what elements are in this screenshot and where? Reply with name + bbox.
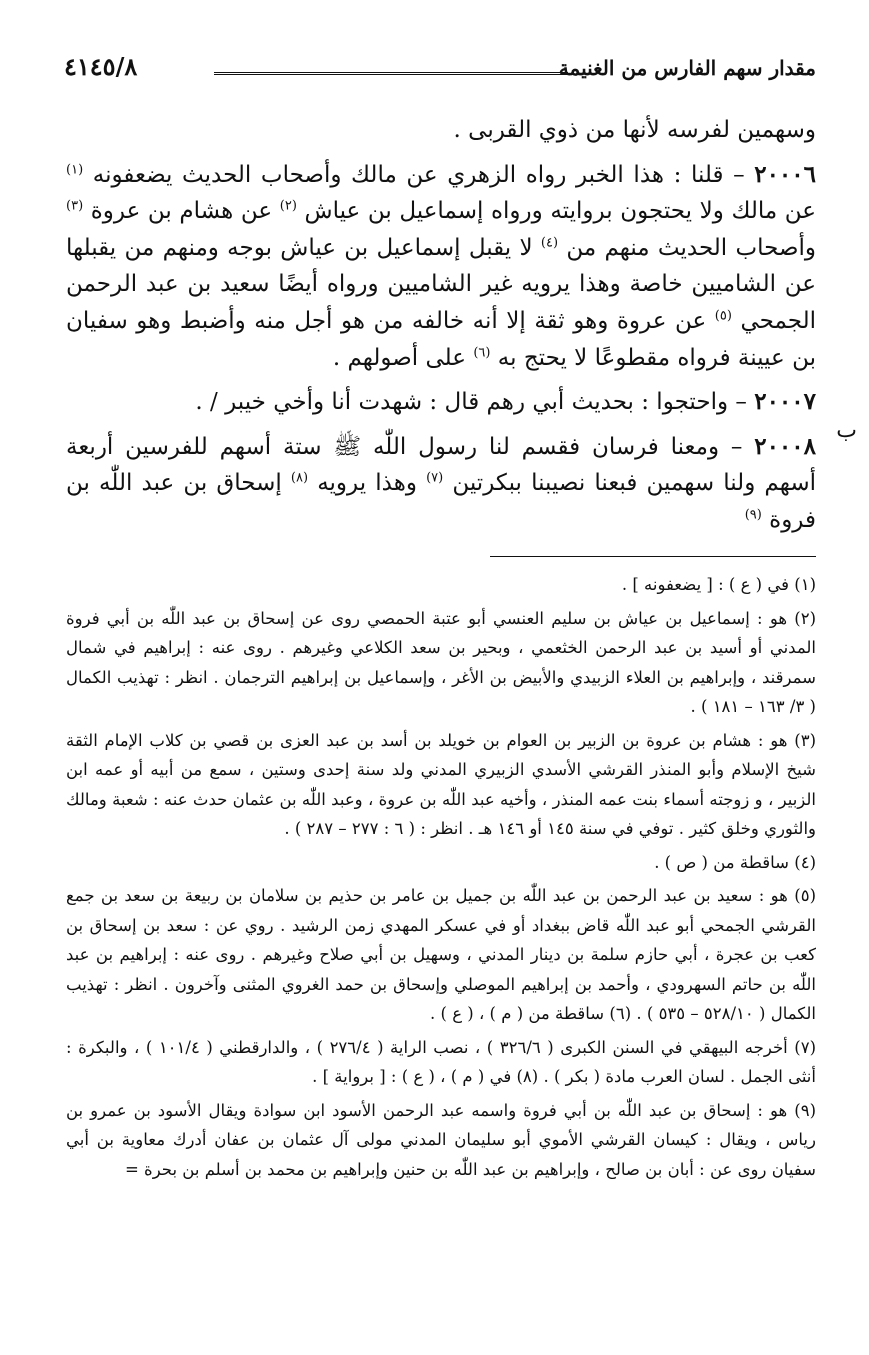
paragraph-intro — [66, 112, 816, 149]
entry-number: ٢٠٠٠٨ — [754, 432, 816, 460]
header-rule — [214, 72, 568, 78]
paragraph-text: عن هشام بن عروة — [83, 198, 280, 225]
footnote-7: (٧) أخرجه البيهقي في السنن الكبرى ( ٣٢٦/٦ ) ، نصب الراية ( ٢٧٦/٤ ) ، والدارقطني ( ١٠١/٤ ) ، والبكرة : أنثى الجمل . لسان العرب مادة ( بكر ) . (٨) في ( م ) ، ( ع ) : [ برواية ] . — [66, 1037, 816, 1086]
paragraph-text: – ومعنا فرسان فقسم لنا رسول اللّٰه ﷺ ستة أسهم للفرسين أربعة أسهم ولنا سهمين فبعنا نصيبنا ببكرتين — [66, 433, 816, 497]
footnote-ref[interactable]: (٦) — [473, 344, 491, 360]
footnote-ref[interactable]: (٧) — [426, 470, 444, 486]
page-number: ٤١٤٥/٨ — [64, 52, 138, 81]
footnote-ref[interactable]: (٨) — [290, 470, 309, 486]
paragraph-text: عن عروة وهو ثقة إلا أنه خالفه من هو أجل منه وأضبط وهو سفيان بن عيينة فرواه مقطوعًا لا يحتج به — [66, 307, 816, 371]
paragraph-text: إسحاق بن عبد اللّٰه بن فروة — [66, 470, 816, 533]
footnote-ref[interactable]: (٩) — [744, 507, 762, 523]
paragraph-text: على أصولهم . — [332, 344, 474, 371]
paragraph-text: وأصحاب الحديث منهم من — [558, 234, 817, 261]
footnote-5: (٥) هو : سعيد بن عبد الرحمن بن عبد اللّٰه بن جميل بن عامر بن حذيم بن سلامان بن ربيعة بن سعد بن جمع القرشي الجمحي أبو عبد اللّٰه قاض ببغداد أو في عسكر المهدي زمن الرشيد . روي عن : سعد بن إسحاق بن كعب بن عجرة ، أبي حازم سلمة بن دينار المدني ، وسهيل بن أبي صلاح وغيرهم . روى عنه : إبراهيم بن عبد اللّٰه بن حاتم السهرودي ، وأحمد بن إبراهيم الموصلي وإسحاق بن حمد الغروي المثنى وآخرون . انظر : تهذيب الكمال ( ٥٢٨/١٠ – ٥٣٥ ) . (٦) ساقطة من ( م ) ، ( ع ) . — [66, 886, 817, 1023]
footnote-ref[interactable]: (٢) — [279, 198, 297, 214]
paragraph-text: وهذا يرويه — [308, 470, 427, 497]
footnote-9: (٩) هو : إسحاق بن عبد اللّٰه بن أبي فروة واسمه عبد الرحمن الأسود ابن سوادة ويقال الأسود بن عمرو بن رياس ، ويقال : كيسان القرشي الأموي أبو سليمان المدني مولى آل عثمان بن عفان أدرك معاوية بن أبي سفيان روى عن : أبان بن صالح ، وإبراهيم بن عبد اللّٰه بن حنين وإبراهيم بن محمد بن أسلم بن بحرة = — [66, 1100, 816, 1179]
footnote-divider — [490, 556, 816, 557]
footnote-2: (٢) هو : إسماعيل بن عياش بن سليم العنسي أبو عتبة الحمصي روى عن إسحاق بن عبد اللّٰه بن أبي فروة المدني أو أسيد بن عبد الرحمن الخثعمي ، وبحير بن سعد الكلاعي وغيرهم . روى عنه : إبراهيم في شمال سمرقند ، وإبراهيم بن العلاء الزبيدي والأبيض بن الأغر ، وإسماعيل بن إبراهيم الترجمان . انظر : تهذيب الكمال ( ٣/ ١٦٣ – ١٨١ ) . — [66, 608, 816, 716]
paragraph-text: عن مالك ولا يحتجون بروايته ورواه إسماعيل بن عياش — [296, 198, 816, 225]
footnote-1: (١) في ( ع ) : [ يضعفونه ] . — [621, 575, 816, 594]
footnote-ref[interactable]: (٥) — [714, 308, 732, 324]
footnote-4: (٤) ساقطة من ( ص ) . — [654, 852, 816, 872]
paragraph-20008 — [66, 429, 816, 539]
footnotes — [66, 570, 816, 1188]
entry-number: ٢٠٠٠٧ — [754, 388, 816, 416]
paragraph-20006 — [66, 157, 816, 377]
main-text — [66, 112, 816, 539]
paragraph-text: وسهمين لفرسه لأنها من ذوي القربى . — [453, 117, 816, 143]
footnote-3: (٣) هو : هشام بن عروة بن الزبير بن العوام بن خويلد بن أسد بن عبد العزى بن قصي بن كلاب الإمام الثقة شيخ الإسلام وأبو المنذر القرشي الأسدي الزبيري المدني ولد سنة إحدى وستين ، سمع من أبيه أو عمه ابن الزبير ، و زوجته أسماء بنت عمه المنذر ، وأخيه عبد اللّٰه بن عروة ، وعبد اللّٰه بن عثمان حدث عنه : شعبة ومالك والثوري وخلق كثير . توفي في سنة ١٤٥ أو ١٤٦ هـ . انظر : ( ٦ : ٢٧٧ – ٢٨٧ ) . — [66, 730, 816, 838]
footnote-ref[interactable]: (٤) — [540, 235, 559, 251]
footnote-ref[interactable]: (١) — [66, 161, 84, 177]
paragraph-text: لا يقبل إسماعيل بن عياش بوجه ومنهم من يقبلها عن الشاميين خاصة وهذا يرويه غير الشاميين ورواه أيضًا سعيد بن عبد الرحمن الجمحي — [66, 234, 817, 334]
chapter-title: مقدار سهم الفارس من الغنيمة — [558, 56, 816, 80]
paragraph-20007 — [66, 384, 816, 421]
entry-number: ٢٠٠٠٦ — [754, 160, 816, 188]
running-header — [64, 52, 816, 92]
footnote-ref[interactable]: (٣) — [66, 198, 84, 214]
paragraph-text: – واحتجوا : بحديث أبي رهم قال : شهدت أنا وأخي خيبر / . — [195, 389, 755, 416]
margin-folio-marker: ب — [836, 418, 857, 443]
paragraph-text: – قلنا : هذا الخبر رواه الزهري عن مالك وأصحاب الحديث يضعفونه — [83, 161, 755, 188]
